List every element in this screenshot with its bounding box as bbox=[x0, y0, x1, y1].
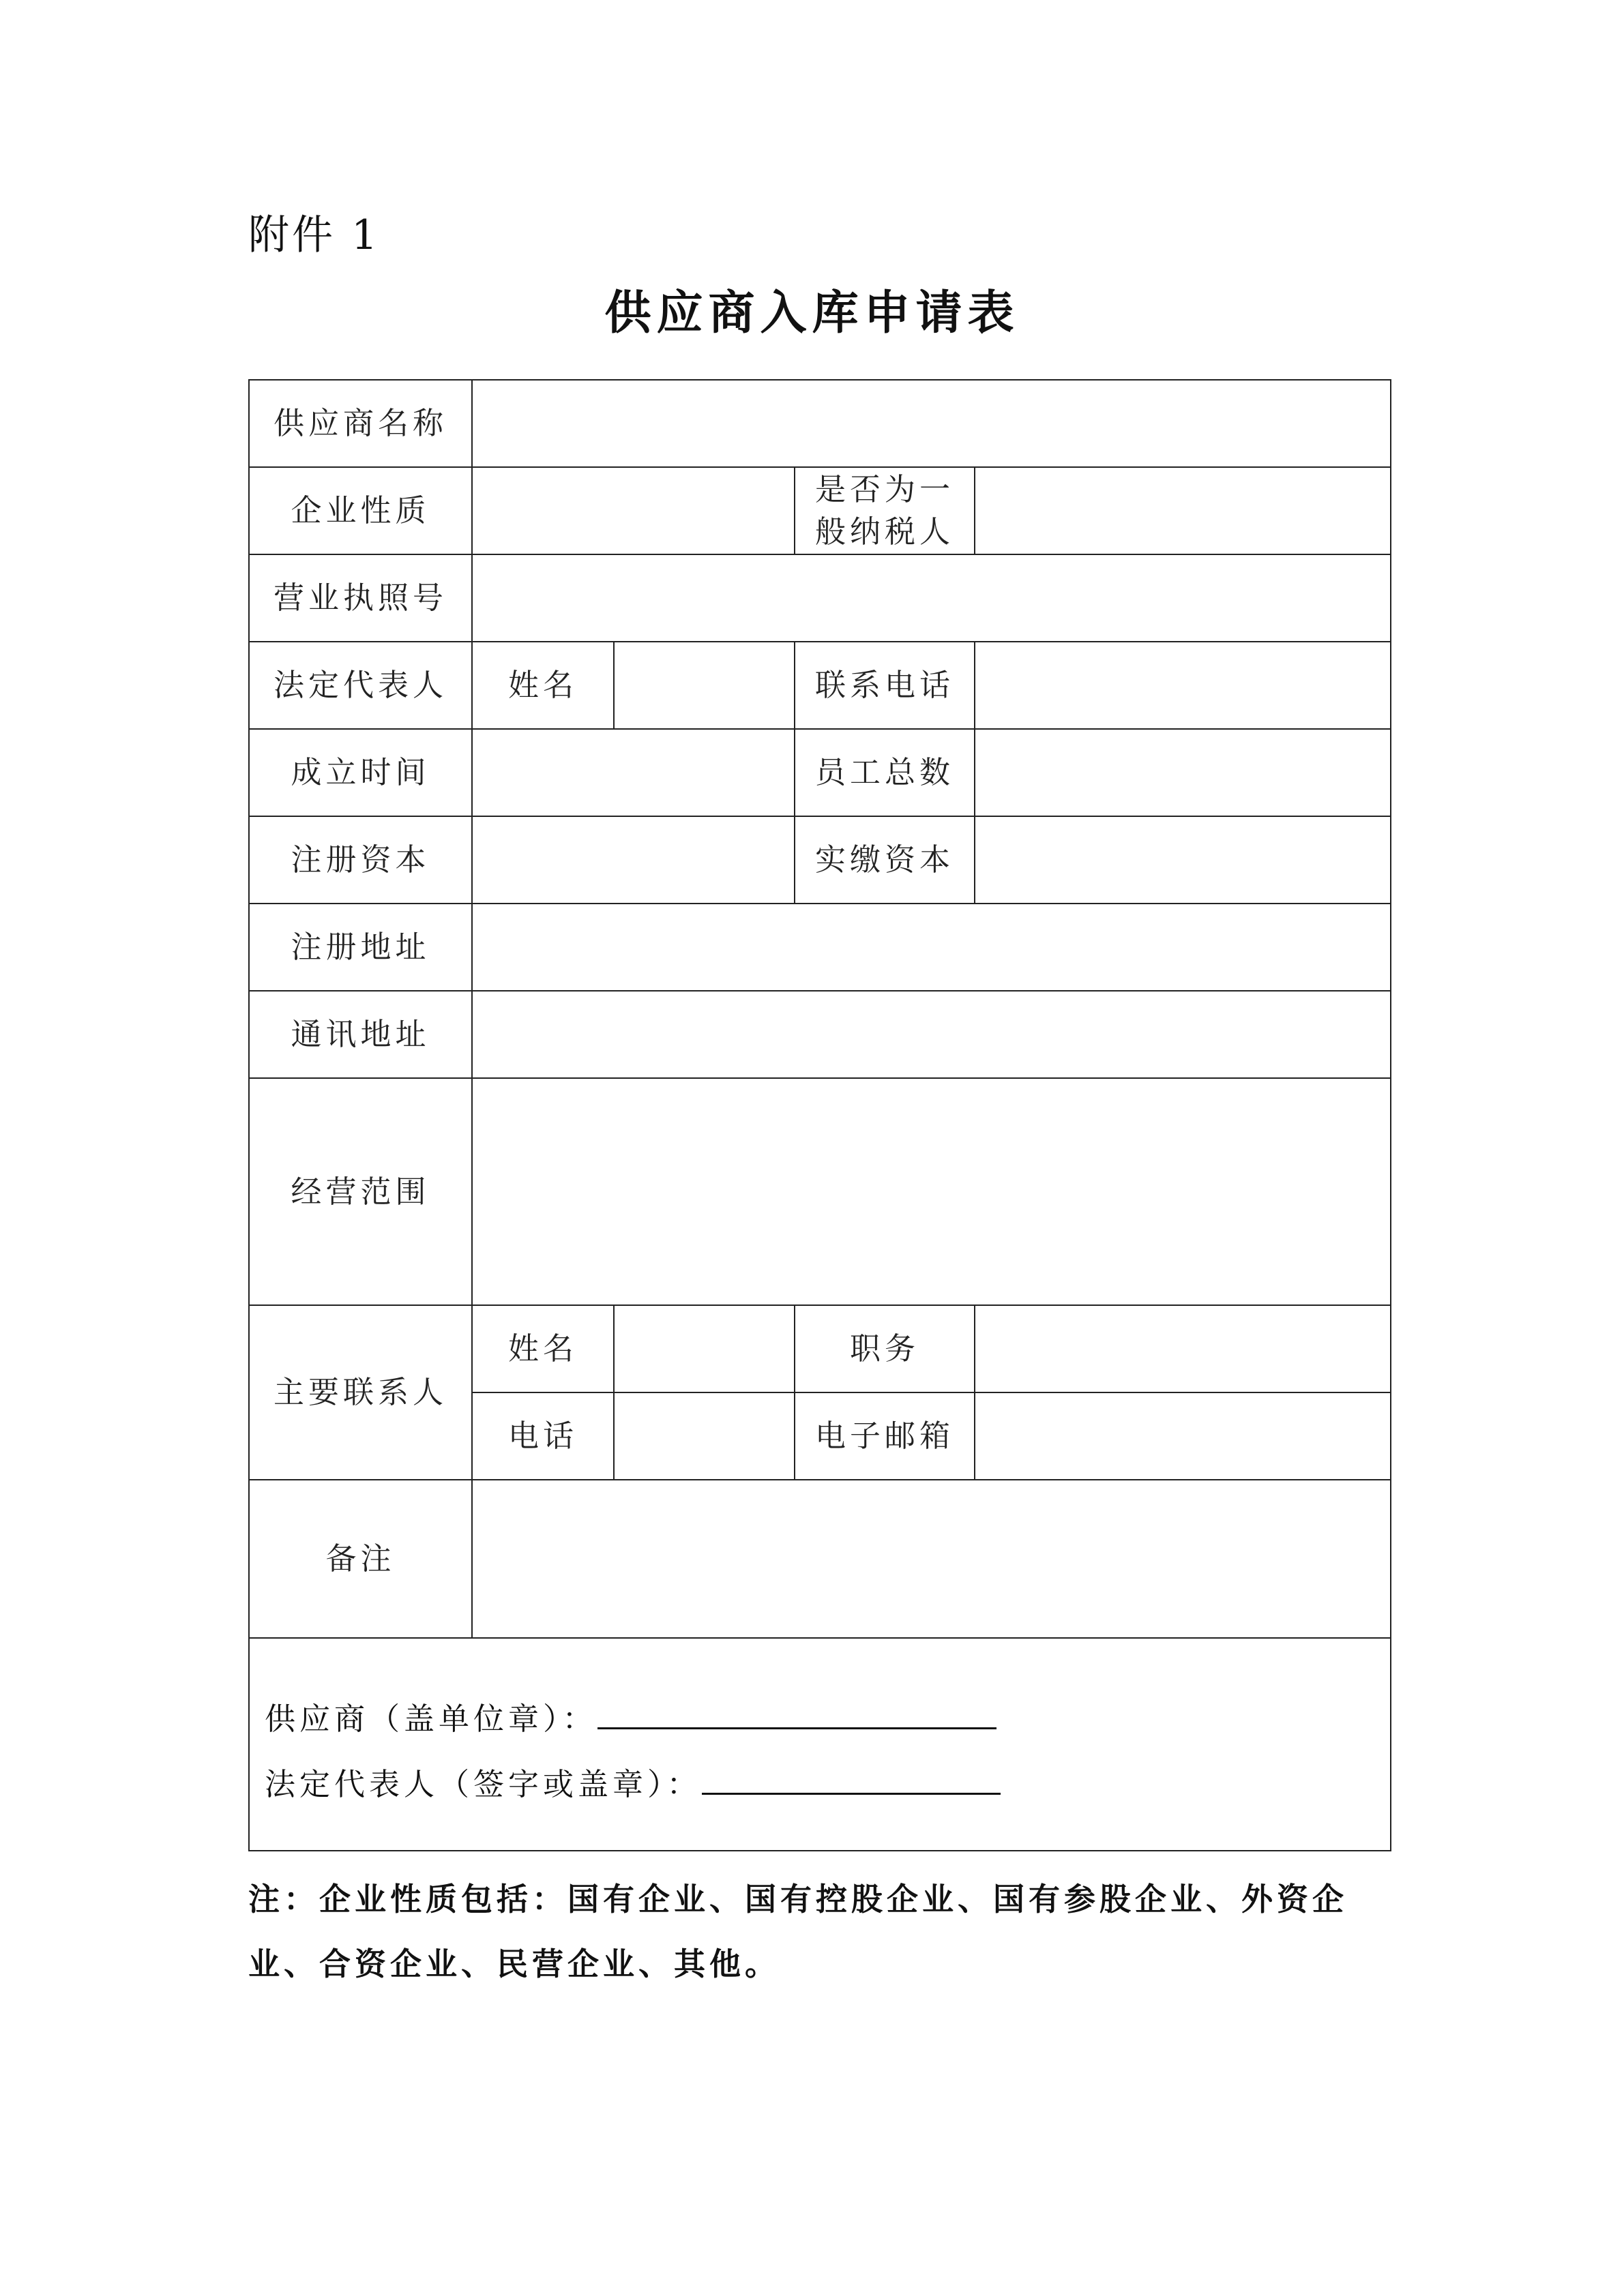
paid-in-capital-label: 实缴资本 bbox=[795, 816, 975, 904]
business-license-label: 营业执照号 bbox=[249, 554, 472, 642]
legal-rep-sign-line[interactable] bbox=[702, 1759, 1001, 1795]
main-contact-label: 主要联系人 bbox=[249, 1305, 472, 1480]
mailing-address-field[interactable] bbox=[472, 991, 1391, 1078]
total-employees-field[interactable] bbox=[975, 729, 1391, 816]
attachment-label: 附件 1 bbox=[248, 211, 381, 259]
legal-rep-sign-row bbox=[265, 1759, 1001, 1806]
registered-address-field[interactable] bbox=[472, 904, 1391, 991]
contact-phone-field[interactable] bbox=[975, 642, 1391, 729]
position-field[interactable] bbox=[975, 1305, 1391, 1392]
business-scope-label: 经营范围 bbox=[249, 1078, 472, 1305]
total-employees-label: 员工总数 bbox=[795, 729, 975, 816]
phone-field[interactable] bbox=[614, 1392, 795, 1480]
supplier-name-field[interactable] bbox=[472, 380, 1391, 467]
general-taxpayer-label: 是否为一般纳税人 bbox=[795, 467, 975, 554]
registered-capital-field[interactable] bbox=[472, 816, 795, 904]
supplier-seal-label: 供应商（盖单位章）： bbox=[265, 1701, 597, 1737]
phone-label: 电话 bbox=[472, 1392, 614, 1480]
remarks-field[interactable] bbox=[472, 1480, 1391, 1638]
contact-name-field[interactable] bbox=[614, 1305, 795, 1392]
established-date-field[interactable] bbox=[472, 729, 795, 816]
paid-in-capital-field[interactable] bbox=[975, 816, 1391, 904]
mailing-address-label: 通讯地址 bbox=[249, 991, 472, 1078]
form-title: 供应商入库申请表 bbox=[604, 286, 1020, 340]
footnote: 注：企业性质包括：国有企业、国有控股企业、国有参股企业、外资企业、合资企业、民营企业、其他。 bbox=[248, 1881, 1348, 1982]
position-label: 职务 bbox=[795, 1305, 975, 1392]
supplier-name-label: 供应商名称 bbox=[249, 380, 472, 467]
supplier-seal-line[interactable] bbox=[597, 1693, 996, 1729]
legal-representative-label: 法定代表人 bbox=[249, 642, 472, 729]
established-date-label: 成立时间 bbox=[249, 729, 472, 816]
legal-rep-name-label: 姓名 bbox=[472, 642, 614, 729]
business-scope-field[interactable] bbox=[472, 1078, 1391, 1305]
supplier-seal-row bbox=[265, 1693, 996, 1740]
legal-rep-name-field[interactable] bbox=[614, 642, 795, 729]
contact-name-label: 姓名 bbox=[472, 1305, 614, 1392]
enterprise-nature-field[interactable] bbox=[472, 467, 795, 554]
enterprise-nature-label: 企业性质 bbox=[249, 467, 472, 554]
general-taxpayer-field[interactable] bbox=[975, 467, 1391, 554]
remarks-label: 备注 bbox=[249, 1480, 472, 1638]
contact-phone-label: 联系电话 bbox=[795, 642, 975, 729]
email-field[interactable] bbox=[975, 1392, 1391, 1480]
legal-rep-sign-label: 法定代表人（签字或盖章）： bbox=[265, 1766, 702, 1802]
registered-capital-label: 注册资本 bbox=[249, 816, 472, 904]
supplier-application-table bbox=[248, 379, 1391, 1851]
signature-section bbox=[249, 1638, 1391, 1851]
email-label: 电子邮箱 bbox=[795, 1392, 975, 1480]
business-license-field[interactable] bbox=[472, 554, 1391, 642]
registered-address-label: 注册地址 bbox=[249, 904, 472, 991]
